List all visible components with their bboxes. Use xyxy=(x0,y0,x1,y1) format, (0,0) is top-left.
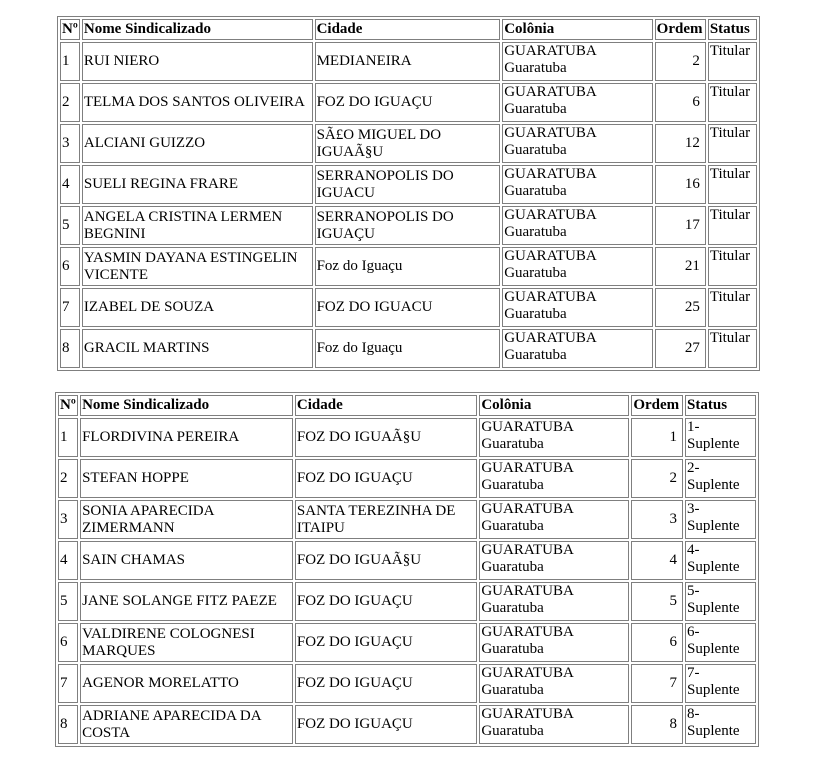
colonia-city: Guaratuba xyxy=(481,682,544,698)
cell-status: 1- Suplente xyxy=(685,418,756,457)
cell-status: 4- Suplente xyxy=(685,541,756,580)
header-nome: Nome Sindicalizado xyxy=(82,19,313,40)
cell-cidade: FOZ DO IGUAÇU xyxy=(315,83,501,122)
cell-ordem: 25 xyxy=(655,288,706,327)
cell-numero: 5 xyxy=(58,582,78,621)
colonia-city: Guaratuba xyxy=(504,347,567,363)
cell-nome: YASMIN DAYANA ESTINGELIN VICENTE xyxy=(82,247,313,286)
colonia-name: GUARATUBA xyxy=(504,289,597,305)
cell-status: Titular xyxy=(708,329,757,368)
header-status: Status xyxy=(708,19,757,40)
cell-cidade: Foz do Iguaçu xyxy=(315,329,501,368)
table-header-row xyxy=(60,19,757,40)
table-row xyxy=(58,582,756,621)
table-row xyxy=(58,541,756,580)
colonia-city: Guaratuba xyxy=(481,723,544,739)
cell-status: Titular xyxy=(708,124,757,163)
colonia-name: GUARATUBA xyxy=(504,43,597,59)
table-row xyxy=(60,124,757,163)
cell-nome: ANGELA CRISTINA LERMEN BEGNINI xyxy=(82,206,313,245)
colonia-name: GUARATUBA xyxy=(504,166,597,182)
cell-status: 7- Suplente xyxy=(685,664,756,703)
table-row xyxy=(60,83,757,122)
colonia-name: GUARATUBA xyxy=(504,207,597,223)
cell-status: Titular xyxy=(708,42,757,81)
colonia-city: Guaratuba xyxy=(504,265,567,281)
cell-colonia xyxy=(502,247,652,286)
cell-status: Titular xyxy=(708,165,757,204)
cell-cidade: FOZ DO IGUAÇU xyxy=(295,705,477,744)
header-numero: Nº xyxy=(60,19,80,40)
colonia-name: GUARATUBA xyxy=(481,624,574,640)
cell-numero: 7 xyxy=(60,288,80,327)
cell-ordem: 27 xyxy=(655,329,706,368)
colonia-name: GUARATUBA xyxy=(481,706,574,722)
cell-nome: RUI NIERO xyxy=(82,42,313,81)
header-nome: Nome Sindicalizado xyxy=(80,395,293,416)
colonia-name: GUARATUBA xyxy=(481,460,574,476)
cell-colonia xyxy=(502,329,652,368)
cell-colonia xyxy=(479,418,629,457)
cell-status: Titular xyxy=(708,247,757,286)
cell-numero: 3 xyxy=(60,124,80,163)
table-row xyxy=(58,623,756,662)
table-row xyxy=(60,165,757,204)
cell-cidade: FOZ DO IGUACU xyxy=(315,288,501,327)
header-cidade: Cidade xyxy=(295,395,477,416)
cell-nome: AGENOR MORELATTO xyxy=(80,664,293,703)
colonia-name: GUARATUBA xyxy=(504,125,597,141)
cell-numero: 6 xyxy=(60,247,80,286)
cell-ordem: 6 xyxy=(631,623,683,662)
cell-numero: 2 xyxy=(58,459,78,498)
cell-nome: FLORDIVINA PEREIRA xyxy=(80,418,293,457)
colonia-city: Guaratuba xyxy=(504,224,567,240)
colonia-name: GUARATUBA xyxy=(481,583,574,599)
cell-cidade: SÃ£O MIGUEL DO IGUAÃ§U xyxy=(315,124,501,163)
colonia-city: Guaratuba xyxy=(504,142,567,158)
cell-nome: JANE SOLANGE FITZ PAEZE xyxy=(80,582,293,621)
cell-colonia xyxy=(502,206,652,245)
colonia-city: Guaratuba xyxy=(481,559,544,575)
cell-colonia xyxy=(479,500,629,539)
cell-ordem: 12 xyxy=(655,124,706,163)
cell-numero: 8 xyxy=(58,705,78,744)
cell-numero: 5 xyxy=(60,206,80,245)
cell-colonia xyxy=(479,541,629,580)
cell-ordem: 4 xyxy=(631,541,683,580)
colonia-name: GUARATUBA xyxy=(481,542,574,558)
cell-numero: 8 xyxy=(60,329,80,368)
cell-status: 8- Suplente xyxy=(685,705,756,744)
colonia-name: GUARATUBA xyxy=(504,248,597,264)
cell-ordem: 3 xyxy=(631,500,683,539)
colonia-city: Guaratuba xyxy=(481,518,544,534)
cell-ordem: 2 xyxy=(631,459,683,498)
colonia-name: GUARATUBA xyxy=(504,330,597,346)
cell-colonia xyxy=(479,664,629,703)
cell-numero: 1 xyxy=(60,42,80,81)
cell-cidade: FOZ DO IGUAÃ§U xyxy=(295,541,477,580)
cell-numero: 7 xyxy=(58,664,78,703)
table-row xyxy=(60,288,757,327)
cell-ordem: 7 xyxy=(631,664,683,703)
cell-ordem: 6 xyxy=(655,83,706,122)
colonia-name: GUARATUBA xyxy=(504,84,597,100)
cell-colonia xyxy=(479,459,629,498)
header-cidade: Cidade xyxy=(315,19,501,40)
header-ordem: Ordem xyxy=(655,19,706,40)
cell-cidade: Foz do Iguaçu xyxy=(315,247,501,286)
header-colonia: Colônia xyxy=(502,19,652,40)
cell-cidade: SERRANOPOLIS DO IGUAÇU xyxy=(315,206,501,245)
cell-nome: ALCIANI GUIZZO xyxy=(82,124,313,163)
table-row xyxy=(58,664,756,703)
cell-nome: SUELI REGINA FRARE xyxy=(82,165,313,204)
cell-colonia xyxy=(502,288,652,327)
colonia-city: Guaratuba xyxy=(504,101,567,117)
cell-numero: 2 xyxy=(60,83,80,122)
cell-colonia xyxy=(502,42,652,81)
table-row xyxy=(58,418,756,457)
cell-colonia xyxy=(479,705,629,744)
cell-cidade: MEDIANEIRA xyxy=(315,42,501,81)
table-row xyxy=(58,459,756,498)
colonia-name: GUARATUBA xyxy=(481,501,574,517)
cell-colonia xyxy=(479,582,629,621)
titulares-table xyxy=(57,16,760,371)
colonia-city: Guaratuba xyxy=(504,60,567,76)
cell-cidade: SERRANOPOLIS DO IGUACU xyxy=(315,165,501,204)
colonia-name: GUARATUBA xyxy=(481,665,574,681)
cell-status: Titular xyxy=(708,206,757,245)
cell-nome: IZABEL DE SOUZA xyxy=(82,288,313,327)
header-status: Status xyxy=(685,395,756,416)
header-ordem: Ordem xyxy=(631,395,683,416)
table-row xyxy=(60,329,757,368)
cell-status: 6- Suplente xyxy=(685,623,756,662)
colonia-city: Guaratuba xyxy=(481,641,544,657)
cell-ordem: 1 xyxy=(631,418,683,457)
colonia-city: Guaratuba xyxy=(504,306,567,322)
cell-nome: VALDIRENE COLOGNESI MARQUES xyxy=(80,623,293,662)
cell-cidade: FOZ DO IGUAÃ§U xyxy=(295,418,477,457)
cell-nome: STEFAN HOPPE xyxy=(80,459,293,498)
cell-colonia xyxy=(502,83,652,122)
cell-cidade: FOZ DO IGUAÇU xyxy=(295,623,477,662)
table-row xyxy=(60,42,757,81)
cell-ordem: 21 xyxy=(655,247,706,286)
cell-ordem: 5 xyxy=(631,582,683,621)
cell-cidade: FOZ DO IGUAÇU xyxy=(295,582,477,621)
cell-numero: 4 xyxy=(60,165,80,204)
cell-status: Titular xyxy=(708,288,757,327)
table-row xyxy=(58,500,756,539)
cell-nome: ADRIANE APARECIDA DA COSTA xyxy=(80,705,293,744)
cell-cidade: SANTA TEREZINHA DE ITAIPU xyxy=(295,500,477,539)
cell-nome: GRACIL MARTINS xyxy=(82,329,313,368)
cell-status: 3- Suplente xyxy=(685,500,756,539)
cell-status: 2- Suplente xyxy=(685,459,756,498)
header-colonia: Colônia xyxy=(479,395,629,416)
cell-nome: TELMA DOS SANTOS OLIVEIRA xyxy=(82,83,313,122)
cell-ordem: 2 xyxy=(655,42,706,81)
cell-cidade: FOZ DO IGUAÇU xyxy=(295,459,477,498)
cell-nome: SAIN CHAMAS xyxy=(80,541,293,580)
cell-colonia xyxy=(479,623,629,662)
cell-cidade: FOZ DO IGUAÇU xyxy=(295,664,477,703)
table-row xyxy=(58,705,756,744)
cell-numero: 6 xyxy=(58,623,78,662)
cell-status: Titular xyxy=(708,83,757,122)
cell-numero: 3 xyxy=(58,500,78,539)
colonia-city: Guaratuba xyxy=(481,477,544,493)
cell-colonia xyxy=(502,124,652,163)
table-row xyxy=(60,206,757,245)
cell-nome: SONIA APARECIDA ZIMERMANN xyxy=(80,500,293,539)
cell-status: 5- Suplente xyxy=(685,582,756,621)
cell-numero: 4 xyxy=(58,541,78,580)
colonia-city: Guaratuba xyxy=(504,183,567,199)
suplentes-table xyxy=(55,392,759,747)
cell-numero: 1 xyxy=(58,418,78,457)
cell-colonia xyxy=(502,165,652,204)
header-numero: Nº xyxy=(58,395,78,416)
cell-ordem: 17 xyxy=(655,206,706,245)
colonia-name: GUARATUBA xyxy=(481,419,574,435)
cell-ordem: 16 xyxy=(655,165,706,204)
table-header-row xyxy=(58,395,756,416)
cell-ordem: 8 xyxy=(631,705,683,744)
table-row xyxy=(60,247,757,286)
colonia-city: Guaratuba xyxy=(481,436,544,452)
colonia-city: Guaratuba xyxy=(481,600,544,616)
